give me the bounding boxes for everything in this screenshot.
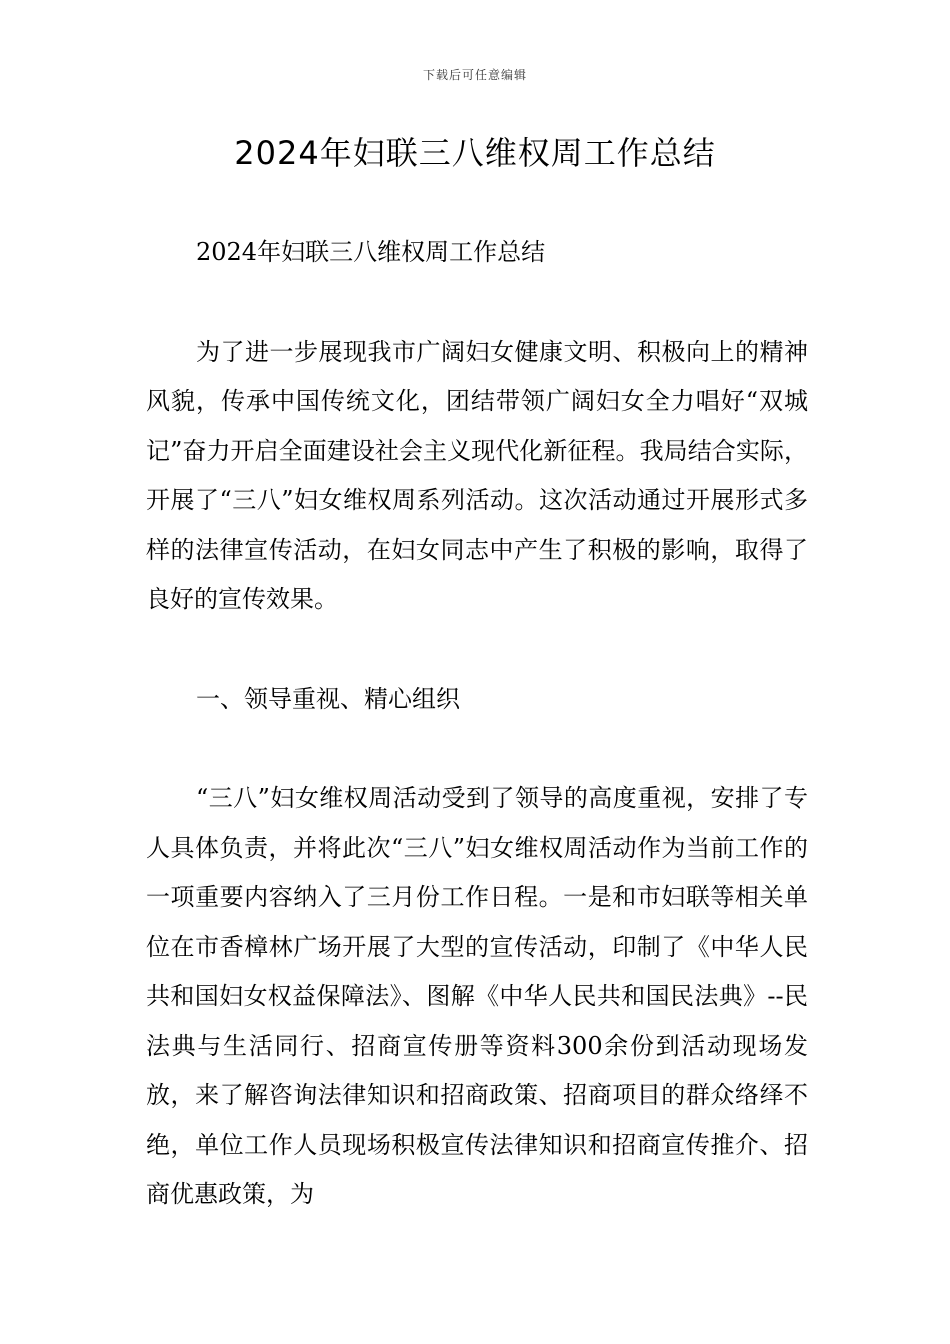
paragraph-section-1: “三八”妇女维权周活动受到了领导的高度重视，安排了专人具体负责，并将此次“三八”妇女维权周活动作为当前工作的一项重要内容纳入了三月份工作日程。一是和市妇联等相关单位在市香樟林广场开展了大型的宣传活动，印制了《中华人民共和国妇女权益保障法》、图解《中华人民共和国民法典》--民法典与生活同行、招商宣传册等资料300余份到活动现场发放，来了解咨询法律知识和招商政策、招商项目的群众络绎不绝，单位工作人员现场积极宣传法律知识和招商宣传推介、招商优惠政策，为	[146, 784, 808, 1208]
document-body	[146, 228, 808, 1220]
document-title: 2024年妇联三八维权周工作总结	[234, 134, 716, 172]
paragraph-intro: 为了进一步展现我市广阔妇女健康文明、积极向上的精神风貌，传承中国传统文化，团结带领广阔妇女全力唱好“双城记”奋力开启全面建设社会主义现代化新征程。我局结合实际，开展了“三八”妇女维权周系列活动。这次活动通过开展形式多样的法律宣传活动，在妇女同志中产生了积极的影响，取得了良好的宣传效果。	[146, 337, 808, 613]
section-heading-1: 一、领导重视、精心组织	[196, 684, 460, 713]
header-note: 下载后可任意编辑	[422, 68, 527, 82]
document-subtitle: 2024年妇联三八维权周工作总结	[196, 238, 546, 266]
